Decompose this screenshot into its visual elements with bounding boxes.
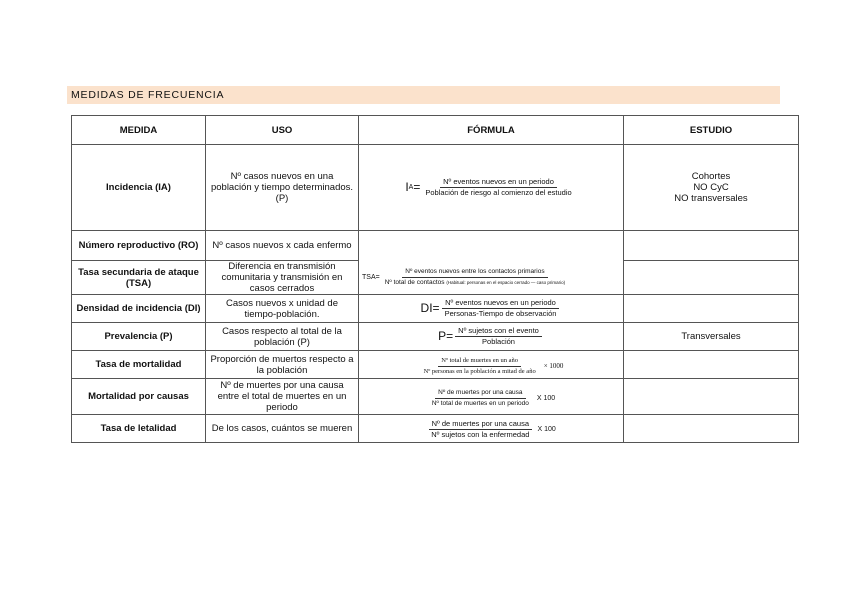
uso-cell: Proporción de muertos respecto a la población xyxy=(206,351,359,379)
table-row xyxy=(72,351,799,379)
formula-lhs: P= xyxy=(438,329,454,343)
formula-cell xyxy=(359,231,624,261)
frequency-measures-table xyxy=(71,115,799,443)
section-title: MEDIDAS DE FRECUENCIA xyxy=(67,86,780,104)
formula-lhs: I xyxy=(405,180,409,194)
formula-multiplier: X 100 xyxy=(537,426,556,433)
estudio-item: Cohortes xyxy=(691,171,731,182)
medida-cell: Tasa de letalidad xyxy=(72,415,206,443)
formula-denominator: Nº personas en la población a mitad de año xyxy=(423,367,536,375)
formula-subscript: A xyxy=(408,184,414,191)
estudio-item: NO transversales xyxy=(674,193,748,204)
formula-cell xyxy=(359,415,624,443)
medida-cell: Tasa secundaria de ataque (TSA) xyxy=(72,261,206,295)
formula-incidencia xyxy=(405,178,576,198)
estudio-cell xyxy=(624,231,799,261)
uso-cell: Casos nuevos x unidad de tiempo-población. xyxy=(206,295,359,323)
uso-cell: Nº casos nuevos en una población y tiempo determinados. (P) xyxy=(206,145,359,231)
formula-fraction xyxy=(428,420,532,440)
formula-mortalidad xyxy=(419,357,564,375)
header-uso: USO xyxy=(206,116,359,145)
formula-lhs: DI= xyxy=(420,301,440,315)
uso-cell: Nº casos nuevos x cada enfermo xyxy=(206,231,359,261)
medida-cell: Número reproductivo (RO) xyxy=(72,231,206,261)
formula-denominator-text: Nº total de contactos xyxy=(384,278,445,286)
estudio-cell xyxy=(624,295,799,323)
estudio-item: NO CyC xyxy=(693,182,729,193)
formula-letalidad xyxy=(426,420,556,440)
estudio-cell: Transversales xyxy=(624,323,799,351)
formula-fraction xyxy=(455,327,542,347)
medida-cell: Mortalidad por causas xyxy=(72,379,206,415)
formula-denominator xyxy=(382,278,568,287)
medida-cell: Densidad de incidencia (DI) xyxy=(72,295,206,323)
header-row xyxy=(72,116,799,145)
header-estudio: ESTUDIO xyxy=(624,116,799,145)
formula-tsa xyxy=(362,268,570,286)
formula-denominator: Población de riesgo al comienzo del estudio xyxy=(425,188,572,197)
formula-denominator: Nº total de muertes en un periodo xyxy=(431,399,529,407)
table-row xyxy=(72,145,799,231)
formula-cell xyxy=(359,295,624,323)
uso-cell: De los casos, cuántos se mueren xyxy=(206,415,359,443)
formula-fraction xyxy=(442,299,560,319)
table-row xyxy=(72,415,799,443)
formula-cell xyxy=(359,379,624,415)
formula-fraction xyxy=(422,178,574,198)
medida-cell: Incidencia (IA) xyxy=(72,145,206,231)
table-row xyxy=(72,231,799,261)
formula-cell xyxy=(359,351,624,379)
table-row xyxy=(72,323,799,351)
formula-numerator: Nº sujetos con el evento xyxy=(455,327,542,338)
formula-fraction xyxy=(382,268,568,286)
formula-fraction xyxy=(429,389,532,407)
formula-numerator: Nº de muertes por una causa xyxy=(429,420,532,431)
table-row xyxy=(72,295,799,323)
estudio-cell xyxy=(624,261,799,295)
formula-denominator: Personas-Tiempo de observación xyxy=(444,309,557,318)
formula-fraction xyxy=(421,357,539,375)
formula-cell xyxy=(359,261,624,295)
estudio-cell xyxy=(624,351,799,379)
header-medida: MEDIDA xyxy=(72,116,206,145)
estudio-cell xyxy=(624,145,799,231)
formula-mortalidad-causas xyxy=(427,389,555,407)
medida-cell: Prevalencia (P) xyxy=(72,323,206,351)
estudio-cell xyxy=(624,379,799,415)
formula-denominator-note: (Habitual: personas en el espacio cerrado — caso primario) xyxy=(446,279,566,285)
formula-cell xyxy=(359,145,624,231)
formula-multiplier: X 100 xyxy=(536,394,556,402)
formula-numerator: Nº eventos nuevos entre los contactos primarios xyxy=(402,268,547,278)
header-formula: FÓRMULA xyxy=(359,116,624,145)
uso-cell: Casos respecto al total de la población (P) xyxy=(206,323,359,351)
formula-prevalencia xyxy=(438,327,544,347)
formula-numerator: Nº total de muertes en un año xyxy=(438,357,521,367)
uso-cell: Nº de muertes por una causa entre el total de muertes en un periodo xyxy=(206,379,359,415)
formula-multiplier: × 1000 xyxy=(543,361,564,370)
estudio-cell xyxy=(624,415,799,443)
table-row xyxy=(72,379,799,415)
formula-denominator: Nº sujetos con la enfermedad xyxy=(431,430,530,439)
medida-cell: Tasa de mortalidad xyxy=(72,351,206,379)
formula-equals: = xyxy=(413,180,421,194)
table-row xyxy=(72,261,799,295)
formula-denominator: Población xyxy=(482,337,515,346)
formula-numerator: Nº de muertes por una causa xyxy=(435,389,525,399)
formula-di xyxy=(421,299,562,319)
formula-numerator: Nº eventos nuevos en un periodo xyxy=(440,178,557,189)
formula-numerator: Nº eventos nuevos en un periodo xyxy=(442,299,559,310)
uso-cell: Diferencia en transmisión comunitaria y transmisión en casos cerrados xyxy=(206,261,359,295)
formula-lhs: TSA= xyxy=(362,273,380,281)
formula-cell xyxy=(359,323,624,351)
